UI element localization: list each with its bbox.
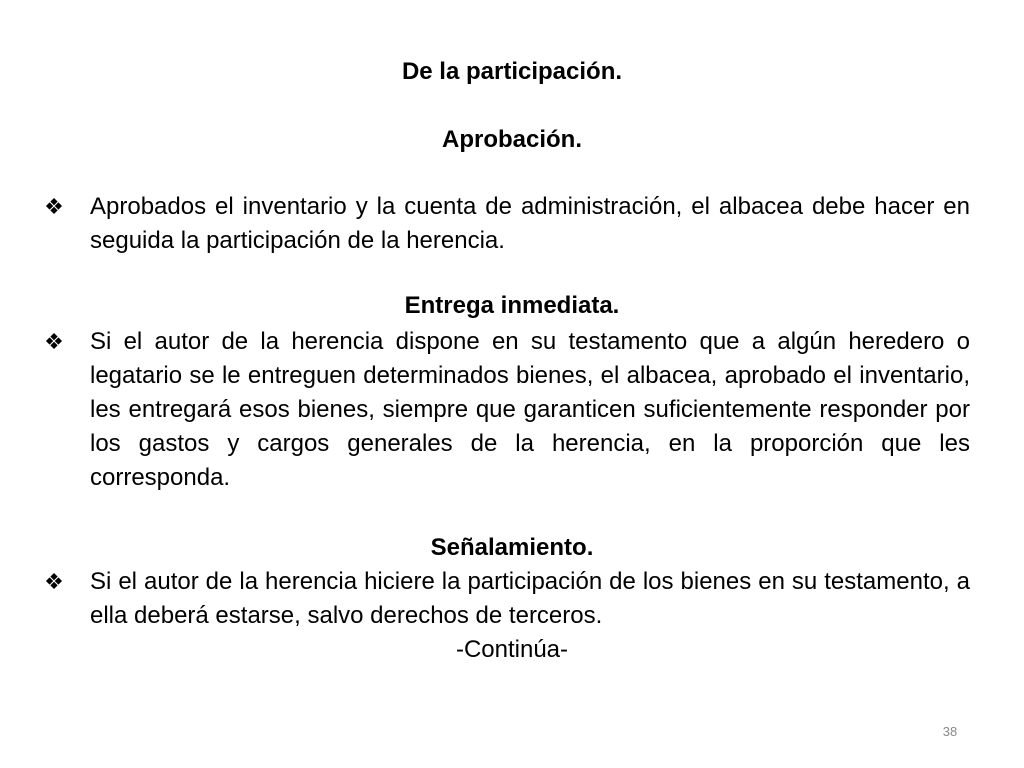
section-heading-aprobacion: Aprobación. [441, 126, 582, 153]
bullet-item-aprobacion [40, 190, 970, 258]
bullet-item-entrega-inmediata [40, 325, 970, 495]
four-diamond-star-icon: ❖ [44, 194, 64, 219]
section-heading-senalamiento: Señalamiento. [430, 534, 594, 561]
bullet-item-senalamiento [40, 565, 970, 633]
page-number: 38 [942, 724, 958, 739]
four-diamond-star-icon: ❖ [44, 569, 64, 594]
four-diamond-star-icon: ❖ [44, 329, 64, 354]
bullet-text-senalamiento: Si el autor de la herencia hiciere la participación de los bienes en su testamento, a ella deberá estarse, salvo derechos de terceros. [90, 568, 970, 629]
bullet-text-entrega-inmediata: Si el autor de la herencia dispone en su testamento que a algún heredero o legatario se le entreguen determinados bienes, el albacea, aprobado el inventario, les entregará esos bienes, siempre que garanticen suficientemente responder por los gastos y cargos generales de la herencia, en la proporción que les corresponda. [90, 328, 970, 491]
slide-title: De la participación. [401, 58, 623, 85]
continue-label: -Continúa- [455, 636, 569, 663]
section-heading-entrega-inmediata: Entrega inmediata. [404, 292, 620, 319]
bullet-text-aprobacion: Aprobados el inventario y la cuenta de administración, el albacea debe hacer en seguida la participación de la herencia. [90, 193, 970, 254]
